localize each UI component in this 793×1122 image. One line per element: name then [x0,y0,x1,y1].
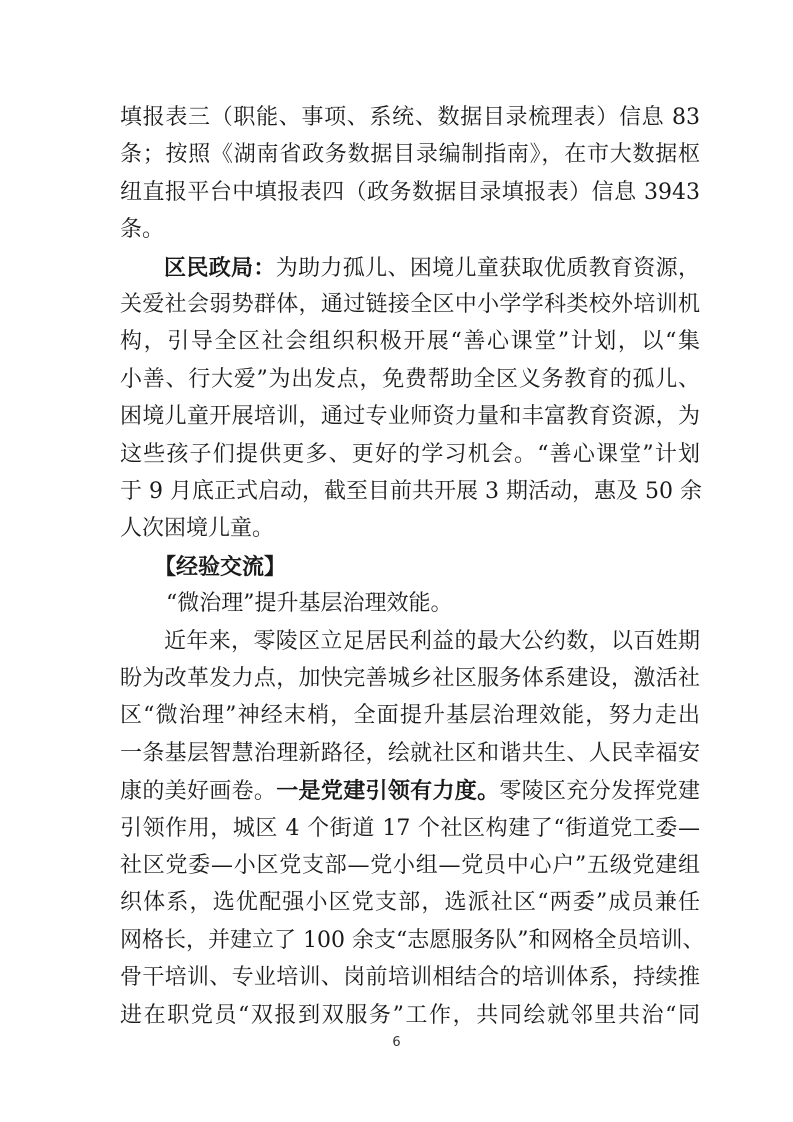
text-line: 社区党委—小区党支部—党小组—党员中心户”五级党建组 [120,853,700,878]
text-span: 为助力孤儿、困境儿童获取优质教育资源， [275,255,700,281]
text-line: 困境儿童开展培训，通过专业师资力量和丰富教育资源，为 [120,404,700,430]
text-line: 这些孩子们提供更多、更好的学习机会。“善心课堂”计划 [120,441,700,467]
paragraph-lead: 区民政局： [164,254,276,281]
text-line: 构，引导全区社会组织积极开展“善心课堂”计划，以“集 [120,329,700,355]
text-line: 于 9 月底正式启动，截至目前共开展 3 期活动，惠及 50 余 [120,479,702,504]
article-title: “微治理”提升基层治理效能。 [166,591,453,617]
text-line: 进在职党员“双报到双服务”工作，共同绘就邻里共治“同 [120,1002,700,1028]
text-line: 近年来，零陵区立足居民利益的最大公约数，以百姓期 [164,628,700,654]
text-line [120,773,700,809]
bold-point: 一是党建引领有力度。 [276,778,500,805]
text-line: 网格长，并建立了 100 余支“志愿服务队”和网格全员培训、 [120,927,705,953]
page-number: 6 [392,1035,401,1050]
section-heading: 【经验交流】 [154,553,287,580]
text-line: 区“微治理”神经末梢，全面提升基层治理效能，努力走出 [120,703,700,729]
text-line: 引领作用，城区 4 个街道 17 个社区构建了“街道党工委— [120,815,700,841]
text-line: 条；按照《湖南省政务数据目录编制指南》，在市大数据枢 [120,142,700,168]
text-span: 康的美好画卷。 [120,779,277,805]
text-span: 零陵区充分发挥党建 [499,779,700,805]
text-line: 小善、行大爱”为出发点，免费帮助全区义务教育的孤儿、 [120,366,700,392]
text-line: 织体系，选优配强小区党支部，选派社区“两委”成员兼任 [120,890,700,916]
text-line: 关爱社会弱势群体，通过链接全区中小学学科类校外培训机 [120,292,700,317]
text-line [164,250,700,286]
text-line: 条。 [120,217,165,243]
text-line: 填报表三（职能、事项、系统、数据目录梳理表）信息 83 [120,105,700,130]
text-line: 人次困境儿童。 [120,516,275,542]
text-line: 纽直报平台中填报表四（政务数据目录填报表）信息 3943 [120,179,700,205]
text-line: 盼为改革发力点，加快完善城乡社区服务体系建设，激活社 [120,666,700,691]
text-line: 一条基层智慧治理新路径，绘就社区和谐共生、人民幸福安 [120,740,700,766]
text-line: 骨干培训、专业培训、岗前培训相结合的培训体系，持续推 [120,965,700,991]
